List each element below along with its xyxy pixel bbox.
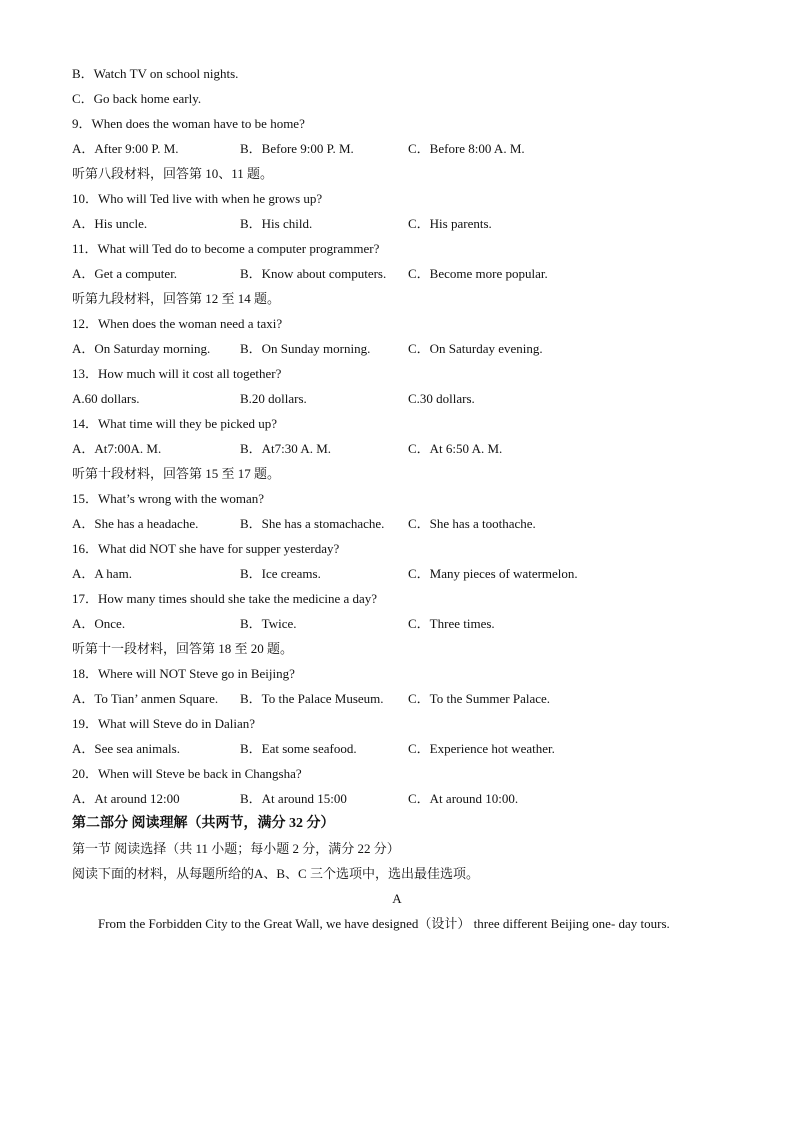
option-c: C．At 6:50 A. M. [408, 441, 503, 456]
option-a: A．After 9:00 P. M. [72, 141, 179, 156]
option-c: C．Three times. [408, 616, 495, 631]
text-line: 听第十段材料，回答第 15 至 17 题。 [72, 466, 281, 481]
text-line: 12．When does the woman need a taxi? [72, 316, 283, 331]
text-line: 阅读下面的材料，从每题所给的A、B、C 三个选项中，选出最佳选项。 [72, 866, 479, 881]
option-c: C.30 dollars. [408, 391, 475, 406]
section-heading: 第二部分 阅读理解（共两节，满分 32 分） [72, 816, 335, 831]
option-b: B．Twice. [240, 616, 297, 631]
option-a: A．She has a headache. [72, 516, 199, 531]
option-b: B．She has a stomachache. [240, 516, 385, 531]
option-b: B．Know about computers. [240, 266, 387, 281]
option-b: B．Ice creams. [240, 566, 321, 581]
option-a: A．A ham. [72, 566, 132, 581]
text-line: 16．What did NOT she have for supper yesterday? [72, 541, 340, 556]
option-a: A.60 dollars. [72, 391, 140, 406]
option-b: B．Eat some seafood. [240, 741, 357, 756]
option-c: C．She has a toothache. [408, 516, 536, 531]
text-line: 听第九段材料，回答第 12 至 14 题。 [72, 291, 281, 306]
option-a: A．See sea animals. [72, 741, 180, 756]
text-line: 17．How many times should she take the medicine a day? [72, 591, 378, 606]
option-b: B.20 dollars. [240, 391, 307, 406]
option-c: C．To the Summer Palace. [408, 691, 551, 706]
text-line: 15．What’s wrong with the woman? [72, 491, 265, 506]
option-c: C．Many pieces of watermelon. [408, 566, 578, 581]
text-line: B．Watch TV on school nights. [72, 66, 239, 81]
option-a: A．To Tian’ anmen Square. [72, 691, 219, 706]
text-line: 18．Where will NOT Steve go in Beijing? [72, 666, 295, 681]
text-line: 20．When will Steve be back in Changsha? [72, 766, 302, 781]
option-b: B．Before 9:00 P. M. [240, 141, 354, 156]
option-c: C．Before 8:00 A. M. [408, 141, 525, 156]
option-c: C．Become more popular. [408, 266, 548, 281]
option-a: A．Get a computer. [72, 266, 178, 281]
text-line: From the Forbidden City to the Great Wall, we have designed（设计） three different Beijing one- day tours. [98, 916, 670, 931]
text-line: 10．Who will Ted live with when he grows up? [72, 191, 323, 206]
text-line: 9．When does the woman have to be home? [72, 116, 305, 131]
text-line: 11．What will Ted do to become a computer programmer? [72, 241, 380, 256]
option-a: A．His uncle. [72, 216, 148, 231]
option-b: B．His child. [240, 216, 313, 231]
option-b: B．On Sunday morning. [240, 341, 371, 356]
option-a: A．At around 12:00 [72, 791, 180, 806]
option-a: A．At7:00A. M. [72, 441, 162, 456]
option-b: B．At around 15:00 [240, 791, 347, 806]
option-c: C．His parents. [408, 216, 492, 231]
text-line: C．Go back home early. [72, 91, 202, 106]
text-line: 13．How much will it cost all together? [72, 366, 282, 381]
option-a: A．On Saturday morning. [72, 341, 211, 356]
option-a: A．Once. [72, 616, 126, 631]
option-b: B．To the Palace Museum. [240, 691, 384, 706]
text-line: 听第十一段材料，回答第 18 至 20 题。 [72, 641, 294, 656]
text-line: 14．What time will they be picked up? [72, 416, 278, 431]
passage-label: A [392, 891, 402, 906]
option-b: B．At7:30 A. M. [240, 441, 332, 456]
text-line: 19．What will Steve do in Dalian? [72, 716, 256, 731]
text-line: 第一节 阅读选择（共 11 小题；每小题 2 分，满分 22 分） [72, 841, 400, 856]
option-c: C．Experience hot weather. [408, 741, 555, 756]
text-line: 听第八段材料，回答第 10、11 题。 [72, 166, 274, 181]
option-c: C．On Saturday evening. [408, 341, 543, 356]
option-c: C．At around 10:00. [408, 791, 519, 806]
